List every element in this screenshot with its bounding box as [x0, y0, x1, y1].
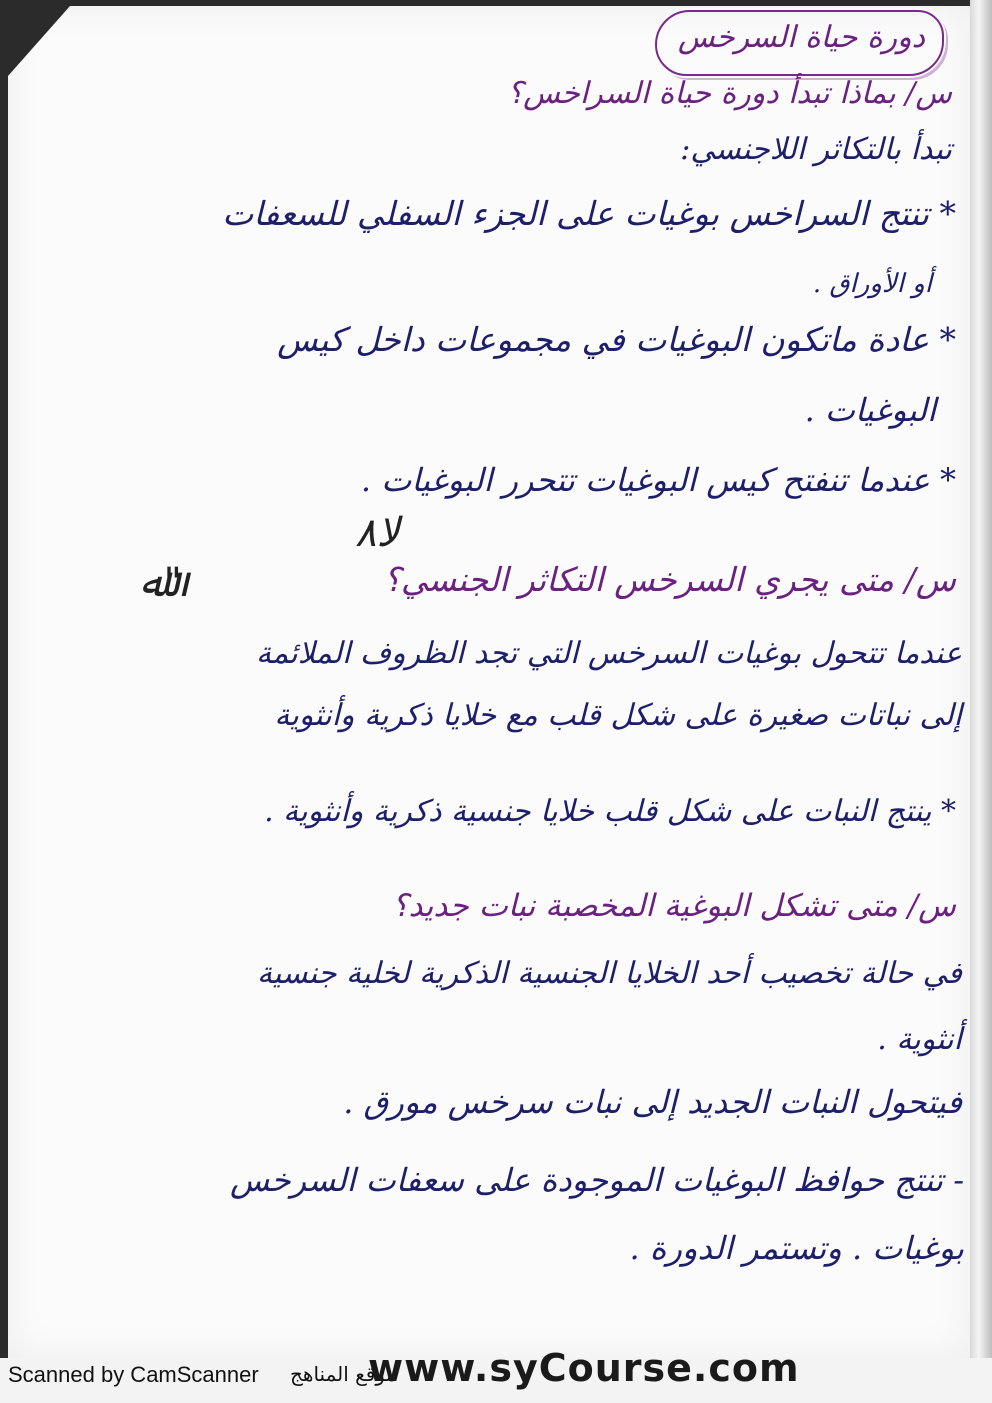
question-1: س/ بماذا تبدأ دورة حياة السراخس؟: [507, 76, 952, 111]
question-2: س/ متى يجري السرخس التكاثر الجنسي؟: [383, 560, 956, 599]
question-3: س/ متى تشكل البوغية المخصبة نبات جديد؟: [392, 888, 956, 924]
bullet-2-line-1: * عادة ماتكون البوغيات في مجموعات داخل كيس: [277, 320, 956, 359]
answer-3-line-3: فيتحول النبات الجديد إلى نبات سرخس مورق .: [343, 1083, 962, 1121]
answer-2-line-2: إلى نباتات صغيرة على شكل قلب مع خلايا ذكرية وأنثوية: [274, 698, 962, 733]
bullet-4: * ينتج النبات على شكل قلب خلايا جنسية ذكرية وأنثوية .: [264, 794, 956, 829]
bullet-3: * عندما تنفتح كيس البوغيات تتحرر البوغيات .: [360, 461, 956, 499]
bullet-2-line-2: البوغيات .: [804, 391, 936, 429]
answer-4-line-1: - تنتج حوافظ البوغيات الموجودة على سعفات السرخس: [230, 1161, 964, 1199]
answer-3-line-1: في حالة تخصيب أحد الخلايا الجنسية الذكرية لخلية جنسية: [257, 956, 962, 991]
bullet-1-line-2: أو الأوراق .: [812, 269, 932, 299]
answer-4-line-2: بوغيات . وتستمر الدورة .: [629, 1229, 964, 1267]
page-title: دورة حياة السرخس: [677, 20, 925, 55]
scan-edge: [970, 0, 992, 1403]
site-name-watermark: موقع المناهج: [290, 1362, 397, 1386]
answer-2-line-1: عندما تتحول بوغيات السرخس التي تجد الظروف الملائمة: [256, 636, 962, 671]
site-url-watermark: www.syCourse.com: [368, 1346, 800, 1390]
bullet-1-line-1: * تنتج السراخس بوغيات على الجزء السفلي للسعفات: [222, 194, 956, 233]
camscanner-watermark: Scanned by CamScanner: [8, 1362, 259, 1387]
scribble-mark-top: ﻻ۸: [355, 510, 400, 556]
scribble-mark-left: ﷲ": [140, 560, 182, 606]
answer-3-line-2: أنثوية .: [877, 1022, 962, 1057]
answer-1: تبدأ بالتكاثر اللاجنسي:: [680, 132, 952, 167]
